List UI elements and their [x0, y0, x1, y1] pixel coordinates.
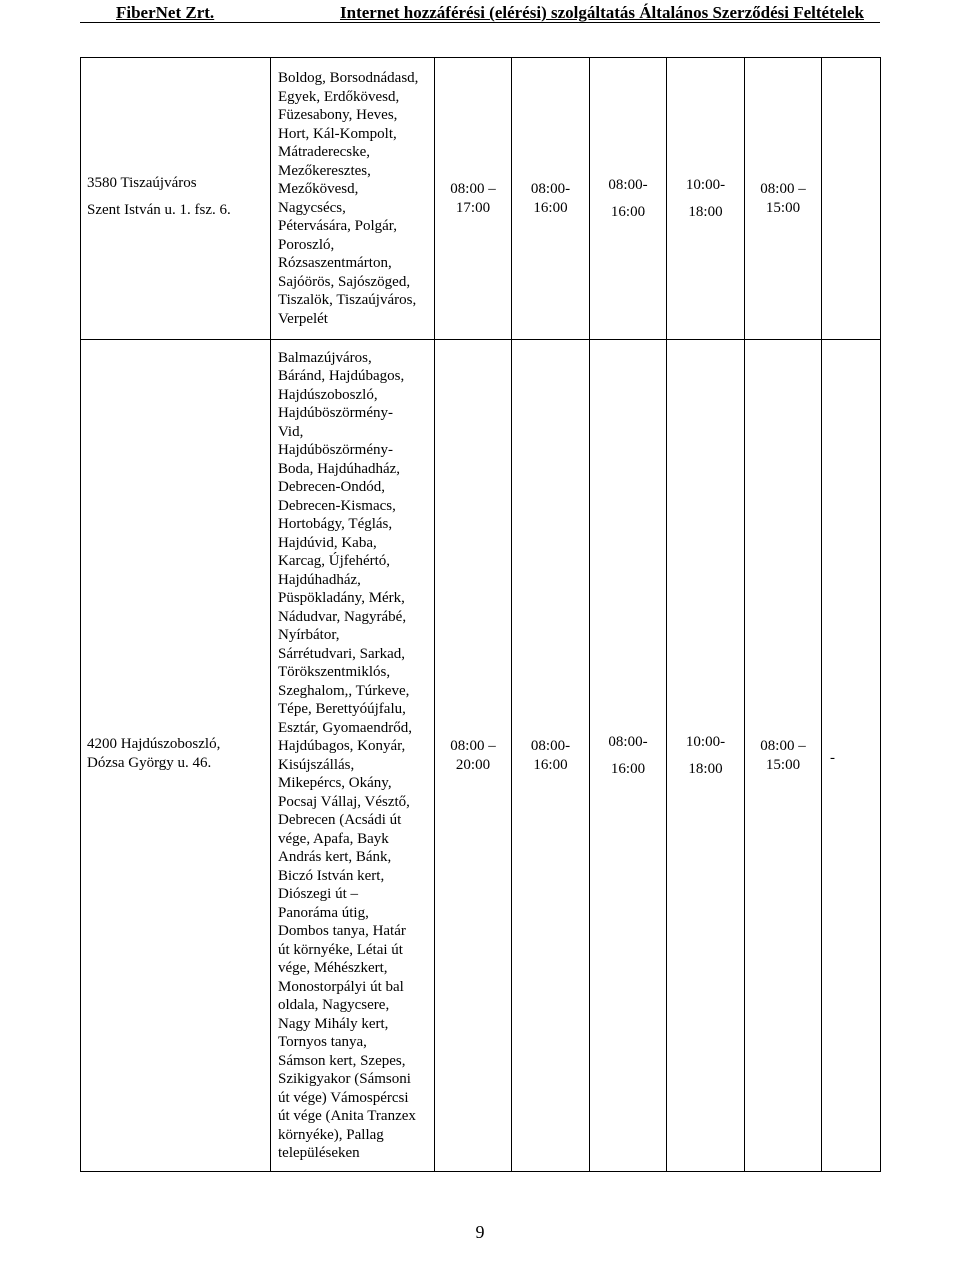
- settlement-line: Verpelét: [278, 310, 328, 327]
- settlement-line: Hort, Kál-Kompolt,: [278, 125, 397, 142]
- hours-end: 20:00: [455, 756, 491, 773]
- settlement-line: Debrecen (Acsádi út: [278, 812, 402, 828]
- hours-end: 16:00: [533, 756, 568, 773]
- address-line: 3580 Tiszaújváros: [87, 175, 197, 191]
- hours-start: 10:00-: [685, 733, 726, 750]
- hours-end: 18:00: [688, 760, 723, 777]
- settlement-line: oldala, Nagycsere,: [278, 997, 390, 1013]
- settlement-line: út vége (Anita Tranzex: [278, 1108, 416, 1124]
- settlement-line: út környéke, Létai út: [278, 941, 403, 958]
- settlement-line: Hajdúszoboszló,: [278, 386, 378, 403]
- schedule-table: [80, 57, 881, 1172]
- header-rule: [80, 22, 880, 23]
- settlement-line: Debrecen-Kismacs,: [278, 497, 396, 514]
- hours-cell: [512, 340, 590, 1172]
- table-row: [81, 340, 881, 1172]
- hours-cell: [590, 340, 667, 1172]
- table-row: [81, 58, 881, 340]
- settlement-line: Dombos tanya, Határ: [278, 923, 406, 939]
- settlement-line: Hajdúböszörmény-: [278, 405, 393, 421]
- settlement-line: Pétervására, Polgár,: [278, 218, 397, 234]
- settlement-line: Boda, Hajdúhadház,: [278, 460, 401, 477]
- settlement-line: Nagycsécs,: [278, 199, 346, 216]
- settlements-cell: [271, 340, 435, 1172]
- office-address: [81, 340, 271, 1172]
- settlements-cell: [271, 58, 435, 340]
- hours-start: 08:00 –: [450, 738, 496, 754]
- settlement-line: Tornyos tanya,: [278, 1034, 367, 1050]
- hours-end: 18:00: [688, 203, 723, 220]
- hours-cell: [667, 340, 745, 1172]
- hours-end: 15:00: [765, 199, 801, 216]
- extra-cell: [822, 58, 881, 340]
- settlement-line: Tiszalök, Tiszaújváros,: [278, 292, 417, 308]
- settlement-line: Rózsaszentmárton,: [278, 255, 392, 271]
- hours-cell: [590, 58, 667, 340]
- settlement-line: Mezőkövesd,: [278, 181, 359, 197]
- settlement-line: Sárrétudvari, Sarkad,: [278, 645, 406, 662]
- office-address: [81, 58, 271, 340]
- address-line: Szent István u. 1. fsz. 6.: [87, 201, 231, 218]
- settlement-line: Sajóörös, Sajószöged,: [278, 273, 411, 290]
- settlement-line: Nagy Mihály kert,: [278, 1015, 389, 1032]
- settlement-line: Pocsaj Vállaj, Vésztő,: [278, 793, 410, 810]
- hours-end: 15:00: [765, 756, 801, 773]
- settlement-line: út vége) Vámospércsi: [278, 1089, 409, 1106]
- hours-cell: [435, 340, 512, 1172]
- hours-start: 08:00 –: [450, 181, 496, 197]
- settlement-line: Monostorpályi út bal: [278, 978, 404, 995]
- settlement-line: Füzesabony, Heves,: [278, 107, 398, 123]
- settlement-line: Boldog, Borsodnádasd,: [278, 70, 419, 86]
- settlement-line: Esztár, Gyomaendrőd,: [278, 719, 412, 736]
- settlement-line: Hajdúbagos, Konyár,: [278, 738, 406, 754]
- settlement-line: Sámson kert, Szepes,: [278, 1052, 406, 1069]
- settlement-line: Mezőkeresztes,: [278, 162, 371, 179]
- company-name: FiberNet Zrt.: [116, 3, 215, 22]
- settlement-line: Diószegi út –: [278, 886, 358, 902]
- settlement-line: Biczó István kert,: [278, 867, 385, 884]
- settlement-line: Hajdúhadház,: [278, 571, 361, 588]
- settlement-line: Vid,: [278, 423, 304, 440]
- page-number: 9: [475, 1222, 485, 1242]
- settlement-line: Balmazújváros,: [278, 349, 372, 366]
- settlement-line: vége, Méhészkert,: [278, 960, 388, 976]
- settlement-line: vége, Apafa, Bayk: [278, 830, 389, 847]
- settlement-line: Szeghalom,, Túrkeve,: [278, 682, 410, 699]
- hours-cell: [667, 58, 745, 340]
- settlement-line: Püspökladány, Mérk,: [278, 590, 405, 606]
- settlement-line: Nádudvar, Nagyrábé,: [278, 608, 407, 625]
- hours-cell: [745, 58, 822, 340]
- settlement-line: Debrecen-Ondód,: [278, 479, 386, 495]
- settlement-line: Egyek, Erdőkövesd,: [278, 88, 400, 105]
- document-title: Internet hozzáférési (elérési) szolgáltatás Általános Szerződési Feltételek: [340, 3, 864, 22]
- hours-cell: [435, 58, 512, 340]
- hours-start: 08:00 –: [760, 738, 806, 754]
- settlement-line: Szikigyakor (Sámsoni: [278, 1071, 411, 1087]
- settlement-line: Tépe, Berettyóújfalu,: [278, 701, 406, 717]
- settlement-line: Báránd, Hajdúbagos,: [278, 368, 405, 384]
- settlement-line: Panoráma útig,: [278, 904, 369, 921]
- settlement-line: Hajdúböszörmény-: [278, 442, 393, 458]
- hours-start: 08:00 –: [760, 181, 806, 197]
- hours-start: 08:00-: [530, 738, 571, 754]
- hours-start: 10:00-: [685, 176, 726, 193]
- page-header: [0, 0, 960, 30]
- settlement-line: településeken: [278, 1145, 360, 1161]
- address-line: 4200 Hajdúszoboszló,: [87, 736, 221, 752]
- settlement-line: Hajdúvid, Kaba,: [278, 534, 377, 551]
- hours-start: 08:00-: [530, 181, 571, 197]
- hours-end: 16:00: [533, 199, 568, 216]
- settlement-line: Törökszentmiklós,: [278, 664, 391, 680]
- settlement-line: Mikepércs, Okány,: [278, 775, 392, 791]
- settlement-line: Karcag, Újfehértó,: [278, 553, 391, 569]
- hours-start: 08:00-: [608, 733, 648, 750]
- address-line: Dózsa György u. 46.: [87, 754, 212, 771]
- extra-cell: -: [822, 340, 881, 1172]
- settlement-line: Poroszló,: [278, 236, 335, 253]
- hours-end: 16:00: [610, 760, 646, 777]
- hours-cell: [745, 340, 822, 1172]
- hours-cell: [512, 58, 590, 340]
- settlement-line: Kisújszállás,: [278, 756, 355, 773]
- hours-end: 17:00: [455, 199, 491, 216]
- settlement-line: Mátraderecske,: [278, 144, 371, 160]
- settlement-line: András kert, Bánk,: [278, 849, 392, 865]
- hours-end: 16:00: [610, 203, 646, 220]
- hours-start: 08:00-: [608, 176, 648, 193]
- settlement-line: Nyírbátor,: [278, 627, 340, 643]
- settlement-line: környéke), Pallag: [278, 1126, 384, 1143]
- settlement-line: Hortobágy, Téglás,: [278, 516, 393, 532]
